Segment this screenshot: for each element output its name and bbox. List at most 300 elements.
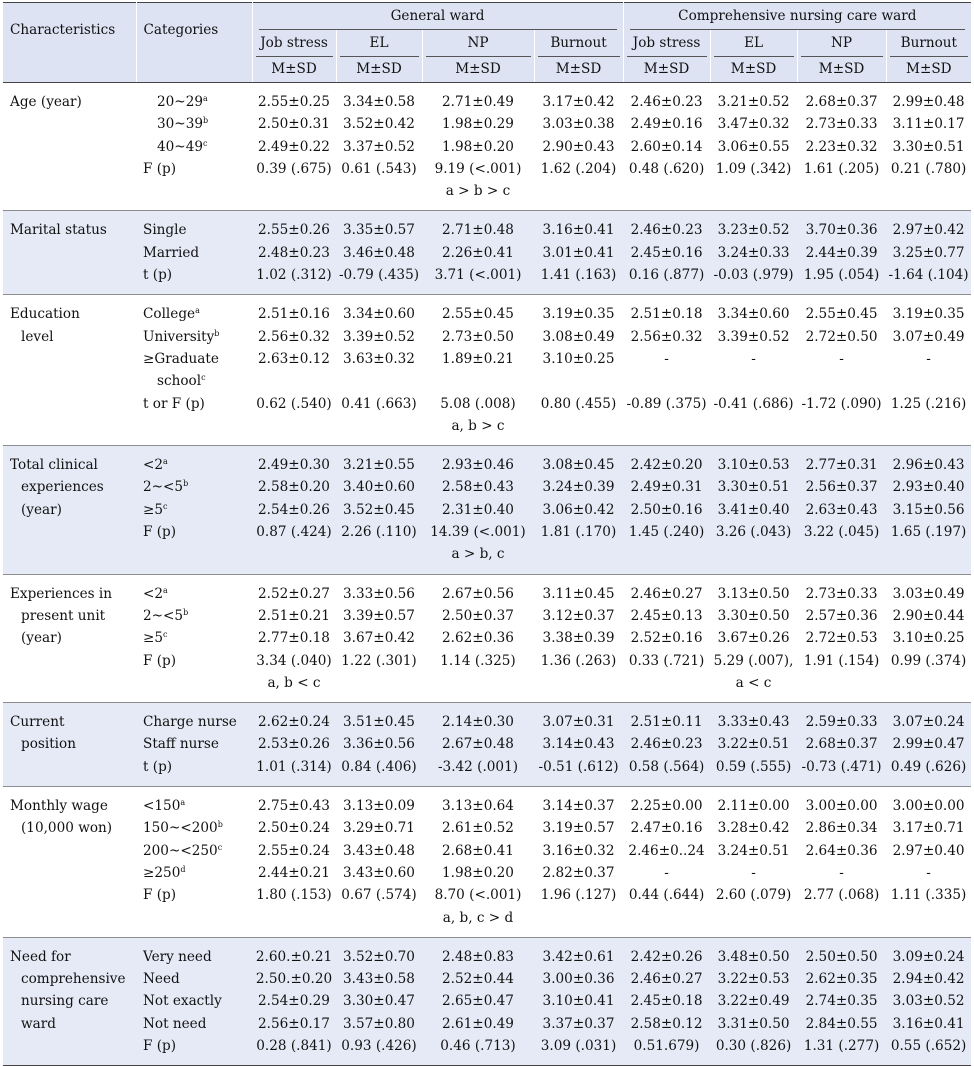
table-row: [3, 446, 971, 574]
value-cell: [797, 295, 886, 446]
cell-value: 2.49±0.22: [258, 138, 330, 155]
cell-value: 2.63±0.43: [805, 501, 878, 518]
cell-value: 2.50±0.37: [442, 607, 514, 624]
cell-value: 3.03±0.52: [892, 993, 965, 1010]
cell-value: 2.64±0.36: [805, 842, 878, 859]
cell-value: 2.63±0.12: [258, 350, 330, 367]
cell-value: 3.07±0.49: [892, 328, 965, 345]
cell-value: 2.50±0.24: [258, 820, 330, 837]
cell-value: 2.49±0.16: [630, 116, 703, 133]
cell-value: 3.22±0.53: [717, 971, 790, 988]
value-cell: [422, 937, 534, 1065]
category-label: t (p): [143, 267, 173, 284]
cell-value: 3.00±0.36: [542, 971, 615, 988]
value-cell: [422, 83, 534, 211]
cell-value: 3.43±0.58: [343, 971, 415, 988]
posthoc-result: [252, 415, 336, 437]
cell-value: 2.50.±0.20: [255, 971, 333, 988]
value-cell: [534, 83, 623, 211]
cell-value: 3.13±0.09: [343, 798, 415, 815]
comprehensive-ward-label: Comprehensive nursing care ward: [678, 8, 917, 25]
characteristic-label: Marital status: [10, 222, 107, 239]
value-cell: [797, 211, 886, 295]
characteristic-label: experiences: [21, 479, 104, 496]
header-measure: NP: [797, 30, 886, 57]
header-measure: EL: [710, 30, 797, 57]
posthoc-result: [623, 907, 710, 929]
category-label: Not need: [143, 1015, 207, 1032]
cell-value: 0.46 (.713): [440, 1037, 516, 1054]
posthoc-result: [797, 180, 886, 202]
cell-value: 3.48±0.50: [717, 948, 790, 965]
cell-value: 1.31 (.277): [803, 1037, 880, 1054]
posthoc-result: [623, 180, 710, 202]
cell-value: 3.57±0.80: [343, 1015, 415, 1032]
cell-value: 0.41 (.663): [341, 395, 417, 412]
posthoc-result: [710, 543, 797, 565]
value-cell: [422, 787, 534, 938]
cell-value: 0.30 (.826): [715, 1037, 792, 1054]
cell-value: 3.70±0.36: [805, 222, 878, 239]
cell-value: -0.79 (.435): [338, 267, 420, 284]
category-cell: [136, 83, 252, 211]
cell-value: 3.08±0.45: [542, 457, 615, 474]
cell-value: 3.24±0.39: [542, 479, 615, 496]
cell-value: 3.47±0.32: [717, 116, 790, 133]
cell-value: 2.67±0.48: [442, 736, 514, 753]
cell-value: 1.45 (.240): [628, 524, 705, 541]
category-label: F (p): [143, 887, 177, 904]
value-cell: [710, 295, 797, 446]
header-stat: M±SD: [710, 57, 797, 83]
cell-value: 3.37±0.52: [343, 138, 415, 155]
cell-value: 2.26±0.41: [442, 244, 514, 261]
value-cell: [886, 703, 971, 787]
cell-value: 2.50±0.16: [630, 501, 703, 518]
value-cell: [534, 295, 623, 446]
value-cell: [422, 703, 534, 787]
cell-value: -: [926, 864, 931, 881]
category-cell: [136, 211, 252, 295]
header-general-ward: [252, 3, 623, 31]
cell-value: 2.93±0.40: [892, 479, 965, 496]
header-comprehensive-ward: [623, 3, 971, 31]
cell-value: 3.71 (<.001): [434, 267, 522, 284]
cell-value: 3.03±0.38: [542, 116, 615, 133]
cell-value: 2.51±0.11: [630, 714, 703, 731]
cell-value: 2.99±0.48: [892, 94, 965, 110]
posthoc-result: [886, 543, 971, 565]
value-cell: [886, 295, 971, 446]
cell-value: 2.60 (.079): [715, 887, 792, 904]
category-label: $\ge 5^c$: [143, 501, 168, 518]
value-cell: [422, 446, 534, 574]
characteristic-cell: [3, 211, 136, 295]
posthoc-result: [534, 672, 623, 694]
cell-value: 2.48±0.83: [442, 948, 514, 965]
cell-value: 0.39 (.675): [256, 160, 332, 177]
category-superscript: a: [163, 585, 168, 595]
characteristic-label: Age (year): [10, 94, 82, 110]
cell-value: 2.55±0.26: [258, 222, 330, 239]
value-cell: [534, 574, 623, 702]
value-cell: [534, 937, 623, 1065]
cell-value: 2.51±0.21: [258, 607, 330, 624]
category-superscript: d: [180, 864, 186, 874]
cell-value: 2.50±0.50: [805, 948, 878, 965]
table-body: [3, 83, 971, 1066]
cell-value: 3.67±0.42: [343, 630, 415, 647]
cell-value: 0.93 (.426): [341, 1037, 417, 1054]
posthoc-result: [534, 180, 623, 202]
characteristic-cell: [3, 83, 136, 211]
category-label: Staff nurse: [143, 736, 219, 753]
cell-value: 2.11±0.00: [717, 798, 790, 815]
cell-value: 2.58±0.12: [630, 1015, 703, 1032]
posthoc-result: [886, 180, 971, 202]
cell-value: 2.82±0.37: [542, 864, 615, 881]
cell-value: 3.26 (.043): [715, 524, 792, 541]
category-label: 30~39$^b$: [157, 116, 209, 133]
cell-value: 3.13±0.64: [442, 798, 514, 815]
cell-value: 3.39±0.57: [343, 607, 415, 624]
cell-value: 3.30±0.50: [717, 607, 790, 624]
value-cell: [886, 787, 971, 938]
value-cell: [797, 446, 886, 574]
characteristic-label: Need for: [10, 948, 71, 965]
posthoc-result: [534, 543, 623, 565]
cell-value: 3.34±0.60: [717, 306, 790, 323]
posthoc-result: [422, 672, 534, 694]
category-superscript: b: [217, 820, 223, 830]
value-cell: [336, 703, 422, 787]
cell-value: 3.36±0.56: [343, 736, 415, 753]
cell-value: 2.61±0.52: [442, 820, 514, 837]
cell-value: -1.72 (.090): [801, 395, 882, 412]
category-label: F (p): [143, 1037, 177, 1054]
cell-value: 3.19±0.35: [542, 306, 615, 323]
cell-value: 2.26 (.110): [341, 524, 417, 541]
cell-value: 2.46±0.23: [630, 94, 703, 110]
cell-value: 3.31±0.50: [717, 1015, 790, 1032]
cell-value: 2.58±0.20: [258, 479, 330, 496]
category-label: 40~49$^c$: [157, 138, 208, 155]
cell-value: -: [751, 350, 756, 367]
value-cell: [623, 446, 710, 574]
value-cell: [710, 83, 797, 211]
posthoc-result: [797, 672, 886, 694]
cell-value: [797, 370, 886, 392]
cell-value: 3.25±0.77: [892, 244, 965, 261]
table-row: [3, 703, 971, 787]
cell-value: 3.46±0.48: [343, 244, 415, 261]
value-cell: [252, 703, 336, 787]
cell-value: 3.41±0.40: [717, 501, 790, 518]
cell-value: 3.34±0.58: [343, 94, 415, 110]
header-stat: M±SD: [534, 57, 623, 83]
cell-value: 1.96 (.127): [540, 887, 617, 904]
cell-value: 3.12±0.37: [542, 607, 615, 624]
value-cell: [422, 295, 534, 446]
cell-value: 3.14±0.37: [542, 798, 615, 815]
value-cell: [797, 787, 886, 938]
characteristic-label: Education: [10, 306, 80, 323]
cell-value: 2.49±0.31: [630, 479, 703, 496]
cell-value: 1.25 (.216): [890, 395, 967, 412]
value-cell: [886, 937, 971, 1065]
posthoc-result: a, b < c: [267, 674, 321, 691]
value-cell: [534, 446, 623, 574]
cell-value: 3.24±0.33: [717, 244, 790, 261]
cell-value: 2.47±0.16: [630, 820, 703, 837]
cell-value: 0.84 (.406): [341, 758, 417, 775]
category-label: University$^b$: [143, 328, 220, 345]
posthoc-result: [797, 415, 886, 437]
cell-value: 2.86±0.34: [805, 820, 878, 837]
posthoc-result: [534, 415, 623, 437]
results-table: [3, 2, 971, 1066]
category-cell: [136, 446, 252, 574]
table-row: [3, 937, 971, 1065]
cell-value: 3.10±0.25: [892, 630, 965, 647]
value-cell: [623, 703, 710, 787]
posthoc-result: a, b > c: [451, 417, 505, 434]
header-measure: Job stress: [252, 30, 336, 57]
value-cell: [710, 446, 797, 574]
cell-value: [534, 370, 623, 392]
value-cell: [623, 83, 710, 211]
cell-value: 2.97±0.40: [892, 842, 965, 859]
value-cell: [336, 211, 422, 295]
cell-value: 3.38±0.39: [542, 630, 615, 647]
header-measure: Job stress: [623, 30, 710, 57]
value-cell: [623, 574, 710, 702]
cell-value: 3.52±0.42: [343, 116, 415, 133]
cell-value: 3.22±0.49: [717, 993, 790, 1010]
category-label: F (p): [143, 160, 177, 177]
value-cell: [336, 295, 422, 446]
cell-value: 2.58±0.43: [442, 479, 514, 496]
cell-value: 2.46±0.27: [630, 971, 703, 988]
cell-value: -0.73 (.471): [801, 758, 882, 775]
category-superscript: c: [201, 373, 206, 383]
cell-value: 1.98±0.20: [442, 864, 514, 881]
cell-value: 1.98±0.20: [442, 138, 514, 155]
posthoc-result: [336, 672, 422, 694]
category-label: Not exactly: [143, 993, 222, 1010]
header-characteristics: Characteristics: [10, 21, 116, 38]
cell-value: 2.44±0.21: [258, 864, 330, 881]
cell-value: 3.43±0.60: [343, 864, 415, 881]
category-cell: [136, 295, 252, 446]
cell-value: 2.99±0.47: [892, 736, 965, 753]
posthoc-result: [252, 907, 336, 929]
cell-value: 3.16±0.41: [892, 1015, 965, 1032]
cell-value: 2.60±0.14: [630, 138, 703, 155]
posthoc-result: [336, 907, 422, 929]
value-cell: [252, 211, 336, 295]
category-superscript: b: [214, 328, 220, 338]
value-cell: [710, 574, 797, 702]
cell-value: 3.23±0.52: [717, 222, 790, 239]
characteristic-cell: [3, 937, 136, 1065]
cell-value: 3.13±0.50: [717, 585, 790, 602]
cell-value: 0.80 (.455): [540, 395, 617, 412]
cell-value: 2.68±0.37: [805, 736, 878, 753]
cell-value: 3.11±0.45: [542, 585, 615, 602]
characteristic-label: comprehensive: [21, 971, 126, 988]
category-cell: [136, 574, 252, 702]
cell-value: 2.56±0.37: [805, 479, 878, 496]
cell-value: 3.24±0.51: [717, 842, 790, 859]
cell-value: 1.01 (.314): [256, 758, 332, 775]
cell-value: -: [839, 864, 844, 881]
cell-value: 5.08 (.008): [440, 395, 516, 412]
cell-value: 2.51±0.16: [258, 306, 330, 323]
header-stat: M±SD: [797, 57, 886, 83]
cell-value: 1.36 (.263): [540, 652, 617, 669]
value-cell: [710, 787, 797, 938]
characteristic-label: ward: [21, 1015, 56, 1032]
cell-value: 2.84±0.55: [805, 1015, 878, 1032]
posthoc-result: [623, 543, 710, 565]
characteristic-cell: [3, 574, 136, 702]
cell-value: 3.09 (.031): [540, 1037, 617, 1054]
cell-value: 2.54±0.29: [258, 993, 330, 1010]
posthoc-result: [886, 415, 971, 437]
cell-value: 3.21±0.52: [717, 94, 790, 110]
cell-value: 3.16±0.32: [542, 842, 615, 859]
cell-value: 3.28±0.42: [717, 820, 790, 837]
category-label: $<2^a$: [143, 457, 168, 474]
cell-value: 2.53±0.26: [258, 736, 330, 753]
cell-value: 1.91 (.154): [803, 652, 880, 669]
cell-value: 3.34±0.60: [343, 306, 415, 323]
cell-value: 2.56±0.32: [258, 328, 330, 345]
cell-value: 2.52±0.44: [442, 971, 514, 988]
cell-value: 3.17±0.42: [542, 94, 615, 110]
category-superscript: c: [217, 842, 223, 852]
cell-value: 1.22 (.301): [341, 652, 417, 669]
posthoc-result: [886, 672, 971, 694]
cell-value: 2.62±0.24: [258, 714, 330, 731]
cell-value: 0.48 (.620): [628, 160, 705, 177]
cell-value: 3.14±0.43: [542, 736, 615, 753]
cell-value: 1.14 (.325): [440, 652, 516, 669]
category-label: $2\sim<5^b$: [143, 607, 189, 624]
value-cell: [252, 83, 336, 211]
cell-value: 3.52±0.70: [343, 948, 415, 965]
cell-value: 2.52±0.16: [630, 630, 703, 647]
cell-value: 2.72±0.53: [805, 630, 878, 647]
cell-value: 1.80 (.153): [256, 887, 332, 904]
cell-value: 3.10±0.41: [542, 993, 615, 1010]
cell-value: -0.03 (.979): [713, 267, 794, 284]
cell-value: 3.11±0.17: [892, 116, 965, 133]
cell-value: -3.42 (.001): [437, 758, 519, 775]
category-label: Need: [143, 971, 180, 988]
category-label: ≥Graduate: [143, 350, 219, 367]
cell-value: 2.46±0.23: [630, 736, 703, 753]
category-label: $\ge 250^d$: [143, 864, 186, 881]
value-cell: [336, 787, 422, 938]
category-superscript: a: [203, 94, 208, 103]
table-row: [3, 787, 971, 938]
posthoc-result: [623, 672, 710, 694]
cell-value: 3.06±0.55: [717, 138, 790, 155]
cell-value: 0.33 (.721): [628, 652, 705, 669]
header-stat: M±SD: [336, 57, 422, 83]
category-label: Single: [143, 222, 187, 239]
cell-value: 2.31±0.40: [442, 501, 514, 518]
category-label: $\ge 5^c$: [143, 630, 168, 647]
characteristic-label: Experiences in: [10, 585, 113, 602]
category-label: F (p): [143, 652, 177, 669]
characteristic-cell: [3, 295, 136, 446]
value-cell: [252, 937, 336, 1065]
cell-value: 0.28 (.841): [256, 1037, 332, 1054]
cell-value: [422, 370, 534, 392]
cell-value: 3.19±0.35: [892, 306, 965, 323]
cell-value: 2.25±0.00: [630, 798, 703, 815]
value-cell: [623, 937, 710, 1065]
cell-value: 3.43±0.48: [343, 842, 415, 859]
posthoc-result: [534, 907, 623, 929]
cell-value: 2.14±0.30: [442, 714, 514, 731]
cell-value: 0.61 (.543): [341, 160, 417, 177]
value-cell: [336, 574, 422, 702]
cell-value: 5.29 (.007),: [713, 652, 794, 669]
cell-value: 1.89±0.21: [442, 350, 514, 367]
category-label: t (p): [143, 758, 173, 775]
cell-value: 0.62 (.540): [256, 395, 332, 412]
cell-value: 2.77±0.18: [258, 630, 330, 647]
header-stat: M±SD: [252, 57, 336, 83]
posthoc-result: [252, 543, 336, 565]
posthoc-result: [886, 907, 971, 929]
cell-value: 3.39±0.52: [717, 328, 790, 345]
cell-value: 0.51.679): [633, 1037, 700, 1054]
characteristic-label: level: [21, 328, 54, 345]
table-row: [3, 574, 971, 702]
cell-value: 2.55±0.45: [442, 306, 514, 323]
cell-value: 0.16 (.877): [628, 267, 705, 284]
category-label: F (p): [143, 524, 177, 541]
posthoc-result: [710, 180, 797, 202]
cell-value: 8.70 (<.001): [434, 887, 522, 904]
posthoc-result: [336, 180, 422, 202]
cell-value: 2.45±0.13: [630, 607, 703, 624]
posthoc-result: a > b, c: [451, 546, 505, 563]
cell-value: -: [839, 350, 844, 367]
cell-value: 2.62±0.35: [805, 971, 878, 988]
cell-value: 2.96±0.43: [892, 457, 965, 474]
value-cell: [623, 295, 710, 446]
posthoc-result: [710, 415, 797, 437]
cell-value: 1.61 (.205): [803, 160, 880, 177]
posthoc-result: [336, 543, 422, 565]
cell-value: 2.71±0.49: [442, 94, 514, 110]
cell-value: 2.74±0.35: [805, 993, 878, 1010]
value-cell: [623, 787, 710, 938]
cell-value: 1.98±0.29: [442, 116, 514, 133]
cell-value: 2.56±0.17: [258, 1015, 330, 1032]
characteristic-cell: [3, 787, 136, 938]
value-cell: [710, 211, 797, 295]
posthoc-result: [797, 543, 886, 565]
cell-value: 3.34 (.040): [256, 652, 332, 669]
cell-value: 2.59±0.33: [805, 714, 878, 731]
